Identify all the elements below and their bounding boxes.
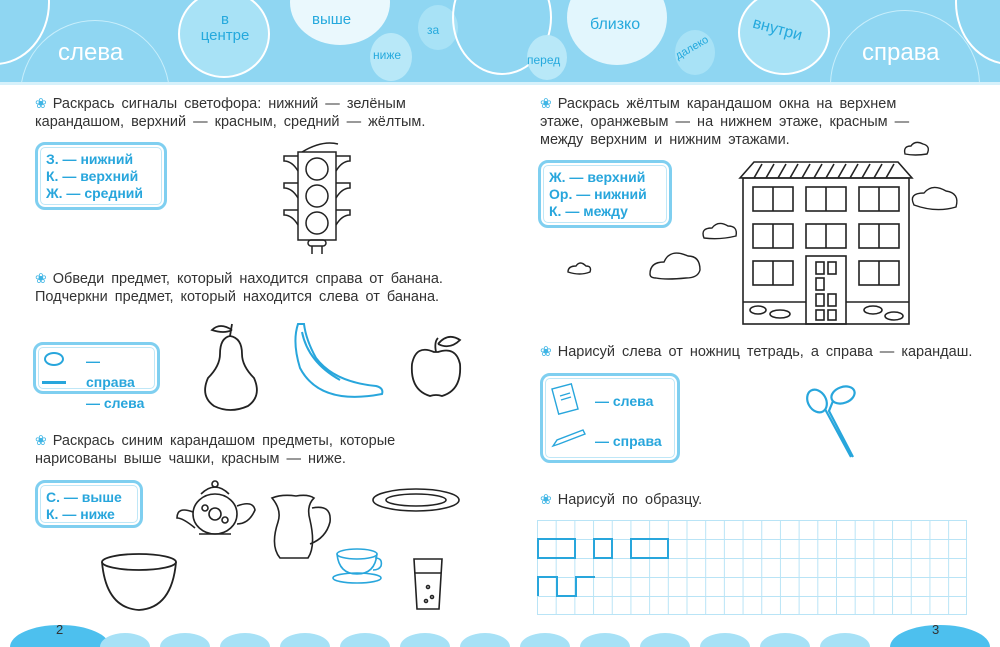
banana-drawing bbox=[290, 322, 386, 406]
legend-item: З. — нижний bbox=[46, 151, 134, 167]
cloud-drawing bbox=[903, 142, 931, 160]
flower-bullet-icon: ❀ bbox=[540, 343, 552, 359]
plate-drawing bbox=[372, 488, 460, 514]
flower-bullet-icon: ❀ bbox=[35, 432, 47, 448]
task-text: Раскрась сигналы светофора: нижний — зелёным bbox=[52, 96, 406, 112]
header-word-right: справа bbox=[862, 39, 940, 66]
legend-box-scissors bbox=[540, 373, 680, 463]
task-2-instructions bbox=[35, 269, 443, 306]
apple-drawing bbox=[408, 334, 464, 400]
traffic-light-drawing bbox=[282, 142, 352, 254]
glass-drawing bbox=[412, 557, 444, 611]
pear-drawing bbox=[200, 322, 262, 410]
header-word-center: в центре bbox=[200, 11, 250, 44]
legend-item: — слева bbox=[86, 395, 145, 411]
header-word-below: ниже bbox=[373, 48, 402, 62]
legend-item: — слева bbox=[595, 393, 654, 409]
header-word-inside: внутри bbox=[750, 14, 804, 45]
flower-bullet-icon: ❀ bbox=[540, 491, 552, 507]
notebook-icon bbox=[551, 384, 579, 414]
underline-icon bbox=[42, 381, 66, 384]
jug-drawing bbox=[268, 492, 334, 562]
task-text: Раскрась жёлтым карандашом окна на верхнем bbox=[557, 96, 897, 112]
task-1-instructions bbox=[35, 94, 425, 131]
task-3-instructions bbox=[35, 431, 395, 468]
task-text: между верхним и нижним этажами. bbox=[540, 132, 790, 148]
cup-drawing bbox=[333, 548, 383, 586]
teapot-drawing bbox=[175, 478, 257, 540]
task-text: Раскрась синим карандашом предметы, которые bbox=[52, 433, 396, 449]
footer-decor bbox=[0, 625, 1000, 647]
page-number-left: 2 bbox=[56, 622, 64, 637]
legend-item: Ор. — нижний bbox=[549, 186, 647, 202]
task-text: Нарисуй слева от ножниц тетрадь, а справа — карандаш. bbox=[557, 344, 973, 360]
legend-item: Ж. — средний bbox=[46, 185, 144, 201]
cloud-drawing bbox=[648, 252, 868, 332]
flower-bullet-icon: ❀ bbox=[35, 95, 47, 111]
task-text: Подчеркни предмет, который находится слева от банана. bbox=[35, 289, 440, 305]
flower-bullet-icon: ❀ bbox=[540, 95, 552, 111]
task-text: этаже, оранжевым — на нижнем этаже, красным — bbox=[540, 114, 910, 130]
legend-box-building bbox=[538, 160, 672, 228]
header-word-above: выше bbox=[312, 11, 352, 28]
task-5-instructions bbox=[540, 342, 972, 361]
page-number-right: 3 bbox=[932, 622, 940, 637]
legend-item: К. — ниже bbox=[46, 506, 115, 522]
legend-box-cup bbox=[35, 480, 143, 528]
task-text: Обведи предмет, который находится справа от банана. bbox=[52, 271, 443, 287]
legend-item: — справа bbox=[86, 353, 135, 390]
legend-item: К. — верхний bbox=[46, 168, 139, 184]
legend-item: Ж. — верхний bbox=[549, 169, 646, 185]
header-word-near: близко bbox=[590, 16, 641, 33]
task-text: Нарисуй по образцу. bbox=[557, 492, 703, 508]
task-6-instructions bbox=[540, 490, 702, 509]
flower-bullet-icon: ❀ bbox=[35, 270, 47, 286]
cloud-drawing bbox=[700, 222, 740, 246]
legend-item: — справа bbox=[595, 433, 662, 449]
bowl-drawing bbox=[100, 552, 178, 612]
pencil-icon bbox=[551, 430, 587, 448]
task-text: карандашом, верхний — красным, средний — жёлтым. bbox=[35, 114, 426, 130]
legend-box-banana bbox=[33, 342, 160, 411]
legend-item: С. — выше bbox=[46, 489, 122, 505]
legend-item: К. — между bbox=[549, 203, 628, 219]
scissors-drawing bbox=[805, 383, 859, 461]
sample-pattern bbox=[537, 520, 677, 600]
header-word-left: слева bbox=[58, 39, 124, 66]
legend-box-traffic-light bbox=[35, 142, 167, 210]
header-word-behind: за bbox=[427, 23, 440, 37]
cloud-drawing bbox=[910, 183, 960, 217]
header-banner bbox=[0, 0, 1000, 85]
circle-icon bbox=[44, 352, 64, 366]
header-word-front: перед bbox=[527, 53, 561, 67]
header-word-far: далеко bbox=[673, 33, 711, 63]
task-text: нарисованы выше чашки, красным — ниже. bbox=[35, 451, 346, 467]
task-4-instructions bbox=[540, 94, 909, 149]
